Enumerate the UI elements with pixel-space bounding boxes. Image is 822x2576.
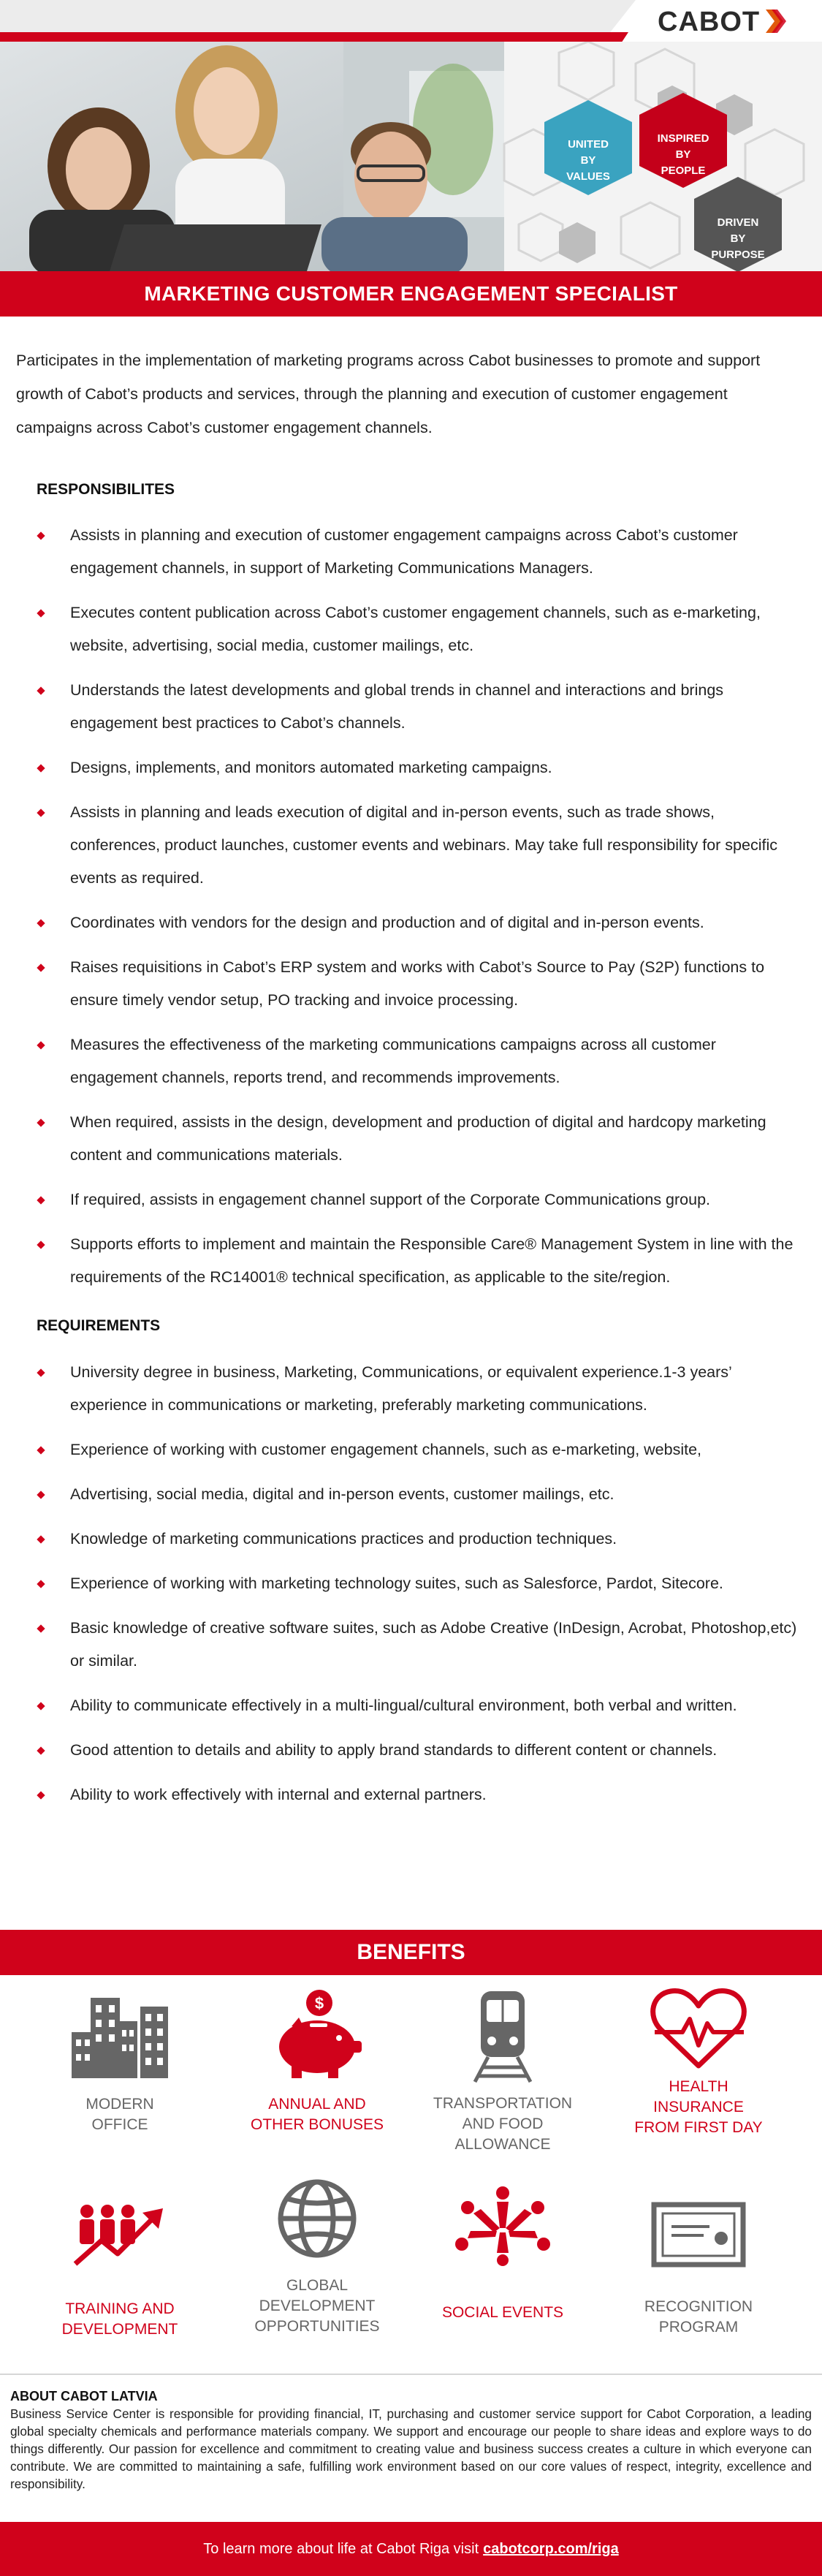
bullet-diamond-icon (37, 919, 45, 927)
benefit-label: MODERN OFFICE (85, 2096, 154, 2133)
responsibilities-item-text: Understands the latest developments and global trends in channel and interactions and brings engagement best practices to Cabot’s channels. (70, 681, 724, 732)
benefit-label: HEALTH INSURANCE FROM FIRST DAY (634, 2078, 763, 2136)
certificate-icon (651, 2202, 746, 2268)
bullet-diamond-icon (37, 963, 45, 971)
responsibilities-item (37, 796, 804, 895)
responsibilities-item-text: Designs, implements, and monitors automated marketing campaigns. (70, 759, 552, 776)
benefit-label: TRANSPORTATION AND FOOD ALLOWANCE (433, 2095, 573, 2153)
hex-united-line3: VALUES (566, 170, 610, 183)
benefit-social-events (408, 2186, 598, 2323)
requirements-item-text: Ability to work effectively with internal and external partners. (70, 1786, 487, 1803)
benefit-global-development (222, 2177, 412, 2337)
benefit-label: GLOBAL DEVELOPMENT OPPORTUNITIES (254, 2277, 380, 2335)
responsibilities-item (37, 751, 804, 784)
responsibilities-item (37, 1028, 804, 1094)
requirements-item (37, 1356, 804, 1422)
header (0, 0, 822, 42)
requirements-item (37, 1689, 804, 1722)
responsibilities-item (37, 1228, 804, 1294)
bullet-diamond-icon (37, 686, 45, 694)
footer-link[interactable]: cabotcorp.com/riga (483, 2540, 619, 2557)
responsibilities-item-text: Assists in planning and leads execution of digital and in-person events, such as trade shows, conferences, product launches, customer events and webinars. May take full responsibility for specific events as required. (70, 803, 777, 887)
bullet-diamond-icon (37, 1490, 45, 1499)
bullet-diamond-icon (37, 1446, 45, 1454)
hex-driven-line3: PURPOSE (711, 249, 765, 261)
bullet-diamond-icon (37, 1624, 45, 1632)
responsibilities-item-text: Coordinates with vendors for the design and production and of digital and in-person events. (70, 914, 704, 931)
requirements-item-text: Knowledge of marketing communications practices and production techniques. (70, 1530, 617, 1548)
hero (0, 42, 822, 271)
bullet-diamond-icon (37, 609, 45, 617)
responsibilities-item (37, 951, 804, 1017)
piggy-bank-icon (270, 1988, 365, 2080)
benefit-transport-food (408, 1988, 598, 2155)
cabot-logo[interactable] (658, 7, 786, 37)
benefits-heading: BENEFITS (357, 1940, 465, 1964)
bullet-diamond-icon (37, 1368, 45, 1376)
bullet-diamond-icon (37, 1196, 45, 1204)
header-stripe (0, 0, 636, 32)
responsibilities-item (37, 1183, 804, 1216)
requirements-item-text: Basic knowledge of creative software suites, such as Adobe Creative (InDesign, Acrobat, Photoshop,etc) or similar. (70, 1619, 797, 1670)
requirements-item (37, 1778, 804, 1811)
bullet-diamond-icon (37, 1041, 45, 1049)
bullet-diamond-icon (37, 1580, 45, 1588)
benefit-health-insurance (604, 1987, 794, 2138)
svg-text:$: $ (314, 1994, 324, 2012)
bullet-diamond-icon (37, 1702, 45, 1710)
responsibilities-item-text: Executes content publication across Cabot’s customer engagement channels, such as e-marketing, website, advertising, social media, customer mailings, etc. (70, 604, 761, 654)
benefit-label: SOCIAL EVENTS (441, 2304, 564, 2321)
section-divider (0, 2374, 822, 2375)
bullet-diamond-icon (37, 1118, 45, 1126)
office-building-icon (69, 1992, 171, 2080)
responsibilities-item-text: Supports efforts to implement and maintain the Responsible Care® Management System in line with the requirements of the RC14001® technical specification, as applicable to the site/region. (70, 1235, 794, 1286)
benefit-recognition (604, 2202, 794, 2338)
benefit-label: ANNUAL AND OTHER BONUSES (250, 2096, 384, 2133)
intro-paragraph: Participates in the implementation of marketing programs across Cabot businesses to promote and support growth of Cabot’s products and services, through the planning and execution of customer engagement campaigns across Cabot’s customer engagement channels. (16, 352, 761, 436)
hex-united-line1: UNITED (568, 138, 609, 151)
hex-driven-line2: BY (730, 232, 746, 245)
responsibilities-item-text: Raises requisitions in Cabot’s ERP system and works with Cabot’s Source to Pay (S2P) functions to ensure timely vendor setup, PO tracking and invoice processing. (70, 958, 765, 1009)
logo-chevron-icon (764, 8, 786, 36)
hex-inspired-line1: INSPIRED (657, 132, 709, 145)
bullet-diamond-icon (37, 764, 45, 772)
requirements-item (37, 1567, 804, 1600)
responsibilities-item-text: Measures the effectiveness of the marketing communications campaigns across all customer engagement channels, reports trend, and recommends improvements. (70, 1036, 716, 1086)
hex-inspired-line3: PEOPLE (661, 164, 706, 177)
train-icon (466, 1988, 539, 2083)
responsibilities-list (37, 519, 804, 1306)
requirements-item-text: Advertising, social media, digital and in-person events, customer mailings, etc. (70, 1485, 614, 1503)
heart-pulse-icon (647, 1987, 750, 2071)
job-title-banner (0, 271, 822, 317)
benefit-bonuses (222, 1988, 412, 2135)
requirements-item (37, 1734, 804, 1767)
globe-icon (275, 2177, 359, 2261)
responsibilities-item (37, 519, 804, 585)
bullet-diamond-icon (37, 1791, 45, 1799)
bullet-diamond-icon (37, 808, 45, 817)
requirements-item (37, 1612, 804, 1678)
responsibilities-item (37, 596, 804, 662)
benefit-label: TRAINING AND DEVELOPMENT (61, 2300, 178, 2338)
team-circle-icon (452, 2186, 554, 2266)
hex-united-line2: BY (580, 154, 596, 167)
job-title: MARKETING CUSTOMER ENGAGEMENT SPECIALIST (144, 282, 678, 305)
responsibilities-item-text: Assists in planning and execution of customer engagement campaigns across Cabot’s customer engagement channels, in support of Marketing Communications Managers. (70, 526, 738, 577)
requirements-item-text: Experience of working with marketing technology suites, such as Salesforce, Pardot, Sitecore. (70, 1575, 723, 1592)
responsibilities-item (37, 674, 804, 740)
bullet-diamond-icon (37, 531, 45, 539)
responsibilities-item (37, 906, 804, 939)
requirements-item (37, 1478, 804, 1511)
bullet-diamond-icon (37, 1746, 45, 1754)
responsibilities-item-text: If required, assists in engagement channel support of the Corporate Communications group. (70, 1191, 711, 1208)
logo-text: CABOT (658, 6, 761, 37)
benefits-banner (0, 1930, 822, 1975)
requirements-item-text: Good attention to details and ability to apply brand standards to different content or channels. (70, 1741, 718, 1759)
requirements-item (37, 1433, 804, 1466)
growth-people-icon (72, 2197, 167, 2270)
benefit-modern-office (25, 1992, 215, 2135)
hex-inspired-line2: BY (675, 148, 691, 161)
benefit-training (25, 2197, 215, 2340)
requirements-heading: REQUIREMENTS (37, 1317, 161, 1334)
requirements-list (37, 1356, 804, 1823)
responsibilities-item-text: When required, assists in the design, development and production of digital and hardcopy marketing content and communications materials. (70, 1113, 766, 1164)
hex-driven-line1: DRIVEN (717, 216, 759, 229)
responsibilities-item (37, 1106, 804, 1172)
bullet-diamond-icon (37, 1535, 45, 1543)
benefit-label: RECOGNITION PROGRAM (644, 2298, 753, 2336)
about-text: Business Service Center is responsible for providing financial, IT, purchasing and customer service support for Cabot Corporation, a leading global specialty chemicals and performance materials company. We support and encourage our people to share ideas and explore ways to do things differently. Our passion for excellence and commitment to creating value and business success creates a culture in which everyone can contribute. We are committed to maintaining a safe, fulfilling work environment based on our core values of respect, integrity, excellence and responsibility. (10, 2406, 812, 2491)
footer-text: To learn more about life at Cabot Riga visit (203, 2540, 479, 2557)
requirements-item-text: Ability to communicate effectively in a multi-lingual/cultural environment, both verbal and written. (70, 1697, 737, 1714)
about-heading: ABOUT CABOT LATVIA (10, 2389, 158, 2403)
hero-values-graphic (490, 42, 822, 271)
header-red-stripe (0, 32, 628, 42)
responsibilities-heading: RESPONSIBILITES (37, 481, 175, 498)
bullet-diamond-icon (37, 1240, 45, 1249)
hero-photo (0, 42, 504, 271)
requirements-item (37, 1523, 804, 1556)
footer-banner (0, 2522, 822, 2576)
requirements-item-text: Experience of working with customer engagement channels, such as e-marketing, website, (70, 1441, 702, 1458)
requirements-item-text: University degree in business, Marketing, Communications, or equivalent experience.1-3 years’ experience in communications or marketing, preferably marketing communications. (70, 1363, 732, 1414)
